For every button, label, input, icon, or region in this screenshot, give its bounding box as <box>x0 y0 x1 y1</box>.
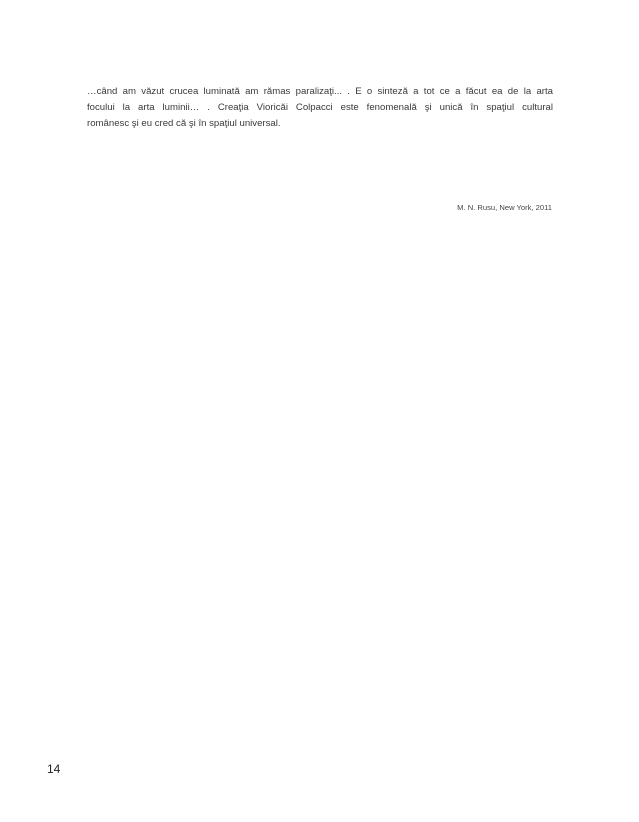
quote-line: focului la arta luminii… . Creaţia Vioricăi Colpacci este fenomenală şi unică în spaţiul cultural <box>87 102 553 113</box>
quote-paragraph <box>87 84 553 132</box>
page-number: 14 <box>47 762 61 776</box>
quote-line: românesc şi eu cred că şi în spaţiul universal. <box>87 118 281 129</box>
quote-attribution: M. N. Rusu, New York, 2011 <box>457 203 552 212</box>
quote-line: …când am văzut crucea luminată am rămas paralizaţi... . E o sinteză a tot ce a făcut ea de la arta <box>87 86 553 97</box>
